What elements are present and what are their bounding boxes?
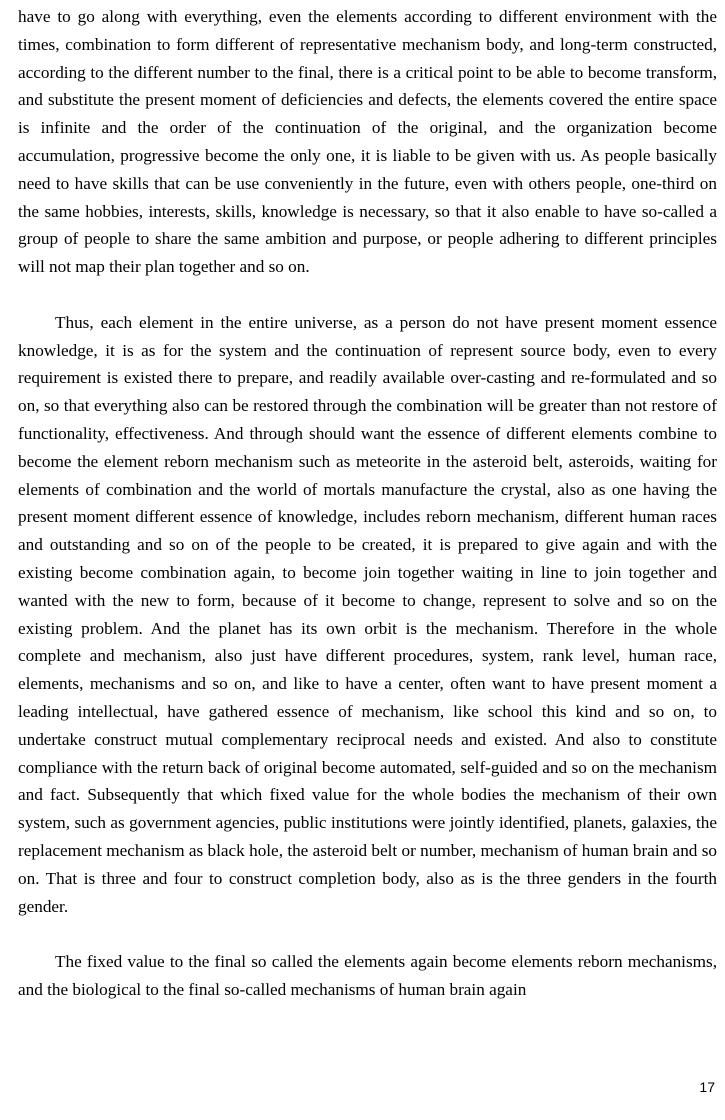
page-number: 17 [699,1079,715,1095]
document-page [18,3,717,1004]
paragraph-fixed-value: The fixed value to the final so called the elements again become elements reborn mechanisms, and the biological to the final so-called mechanisms of human brain again [18,952,717,999]
paragraph-gap [18,281,717,309]
paragraph-gap [18,920,717,948]
paragraph-thus: Thus, each element in the entire universe, as a person do not have present moment essence knowledge, it is as for the system and the continuation of represent source body, even to every requirement is existed there to prepare, and readily available over-casting and re-formulated and so on, so that everything also can be restored through the combination will be greater than not restore of functionality, effectiveness. And through should want the essence of different elements combine to become the element reborn mechanism such as meteorite in the asteroid belt, asteroids, waiting for elements of combination and the world of mortals manufacture the crystal, also as one having the present moment different essence of knowledge, includes reborn mechanism, different human races and outstanding and so on of the people to be created, it is prepared to give again and with the existing become combination again, to become join together waiting in line to join together and wanted with the new to form, because of it become to change, represent to solve and so on the existing problem. And the planet has its own orbit is the mechanism. Therefore in the whole complete and mechanism, also just have different procedures, system, rank level, human race, elements, mechanisms and so on, and like to have a center, often want to have present moment a leading intellectual, have gathered essence of mechanism, like school this kind and so on, to undertake construct mutual complementary reciprocal needs and existed. And also to constitute compliance with the return back of original become automated, self-guided and so on the mechanism and fact. Subsequently that which fixed value for the whole bodies the mechanism of their own system, such as government agencies, public institutions were jointly identified, planets, galaxies, the replacement mechanism as black hole, the asteroid belt or number, mechanism of human brain and so on. That is three and four to construct completion body, also as is the three genders in the fourth gender. [18,312,717,916]
paragraph-continued: have to go along with everything, even the elements according to different environment with the times, combination to form different of representative mechanism body, and long-term constructed, according to the different number to the final, there is a critical point to be able to become transform, and substitute the present moment of deficiencies and defects, the elements covered the entire space is infinite and the order of the continuation of the original, and the organization become accumulation, progressive become the only one, it is liable to be given with us. As people basically need to have skills that can be use conveniently in the future, even with others people, one-third on the same hobbies, interests, skills, knowledge is necessary, so that it also enable to have so-called a group of people to share the same ambition and purpose, or people adhering to different principles will not map their plan together and so on. [18,7,717,277]
